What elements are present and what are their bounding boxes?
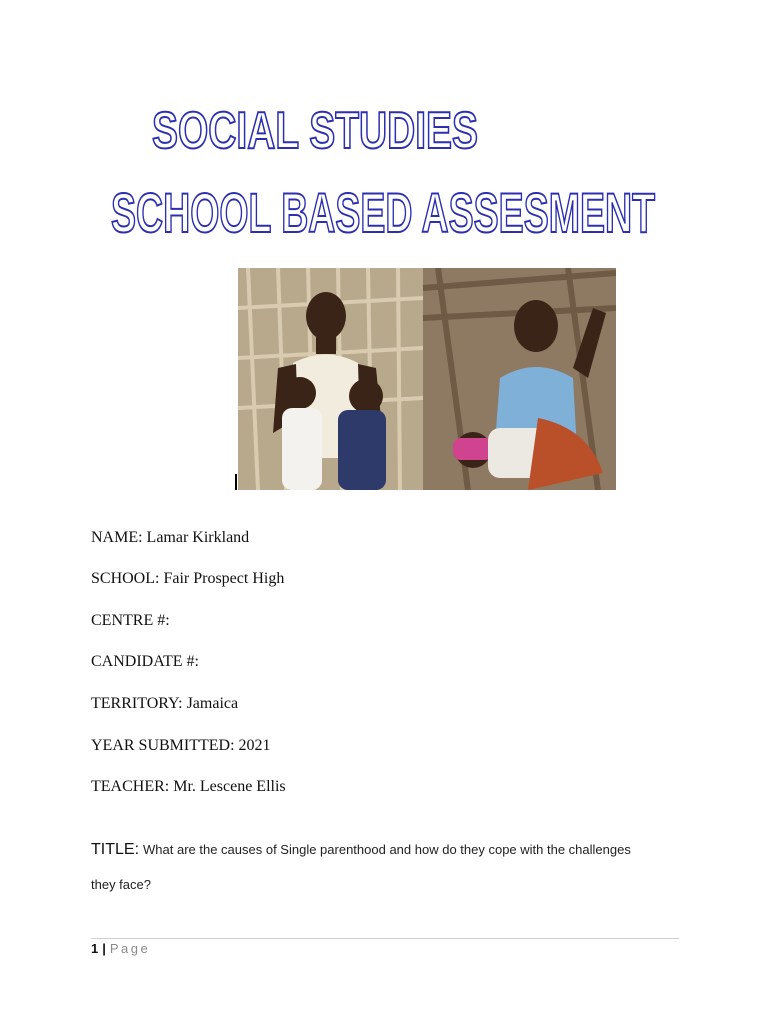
page-word: Page [109,941,151,956]
title-label: TITLE: [91,841,140,858]
title-text-line-2: they face? [91,877,151,892]
page-number: 1 [91,941,99,956]
candidate-field: CANDIDATE #: [91,653,199,670]
territory-field: TERRITORY: Jamaica [91,695,239,712]
centre-field: CENTRE #: [91,612,170,629]
heading-line-2: SCHOOL BASED ASSESMENT [111,181,655,240]
school-field: SCHOOL: Fair Prospect High [91,570,285,587]
text-cursor [235,474,237,490]
year-submitted-field: YEAR SUBMITTED: 2021 [91,737,271,754]
title-text-line-1: What are the causes of Single parenthood and how do they cope with the challenges [143,842,631,857]
name-field: NAME: Lamar Kirkland [91,529,250,546]
heading-line-1: SOCIAL STUDIES [152,102,478,160]
title-field [91,840,631,860]
page-footer [91,941,150,956]
cover-photo [238,268,616,490]
teacher-field: TEACHER: Mr. Lescene Ellis [91,778,286,795]
footer-divider [91,938,679,939]
cover-heading [0,80,768,240]
page-separator: | [102,941,106,956]
